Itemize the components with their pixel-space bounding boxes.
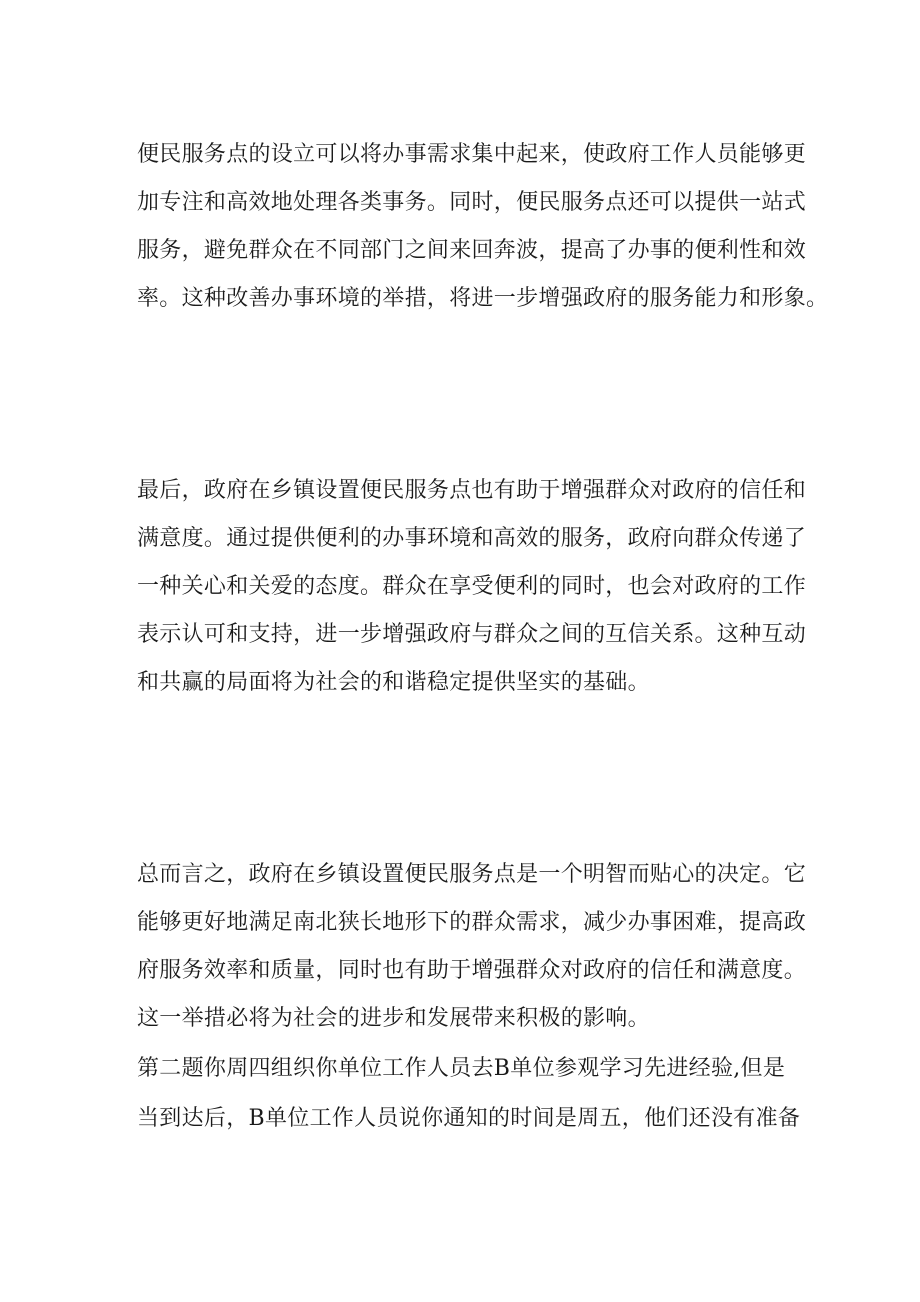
paragraph-line: 府服务效率和质量，同时也有助于增强群众对政府的信任和满意度。 — [137, 958, 807, 983]
paragraph-line: 服务，避免群众在不同部门之间来回奔波，提高了办事的便利性和效 — [137, 238, 807, 263]
paragraph-line: 满意度。通过提供便利的办事环境和高效的服务，政府向群众传递了 — [137, 526, 807, 551]
paragraph-line: 第二题你周四组织你单位工作人员去B单位参观学习先进经验,但是 — [137, 1056, 786, 1081]
paragraph-line: 能够更好地满足南北狭长地形下的群众需求，减少办事困难，提高政 — [137, 910, 807, 935]
paragraph-line: 最后，政府在乡镇设置便民服务点也有助于增强群众对政府的信任和 — [137, 478, 807, 503]
paragraph-line: 加专注和高效地处理各类事务。同时，便民服务点还可以提供一站式 — [137, 190, 807, 215]
paragraph-line: 一种关心和关爱的态度。群众在享受便利的同时，也会对政府的工作 — [137, 574, 807, 599]
paragraph-line: 和共赢的局面将为社会的和谐稳定提供坚实的基础。 — [137, 670, 650, 695]
paragraph-line: 便民服务点的设立可以将办事需求集中起来，使政府工作人员能够更 — [137, 142, 807, 167]
paragraph-line: 率。这种改善办事环境的举措，将进一步增强政府的服务能力和形象。 — [137, 286, 829, 311]
paragraph-line: 表示认可和支持，进一步增强政府与群众之间的互信关系。这种互动 — [137, 622, 807, 647]
paragraph-line: 总而言之，政府在乡镇设置便民服务点是一个明智而贴心的决定。它 — [137, 862, 807, 887]
paragraph-line: 这一举措必将为社会的进步和发展带来积极的影响。 — [137, 1006, 650, 1031]
paragraph-line: 当到达后，B单位工作人员说你通知的时间是周五，他们还没有准备 — [137, 1106, 801, 1131]
